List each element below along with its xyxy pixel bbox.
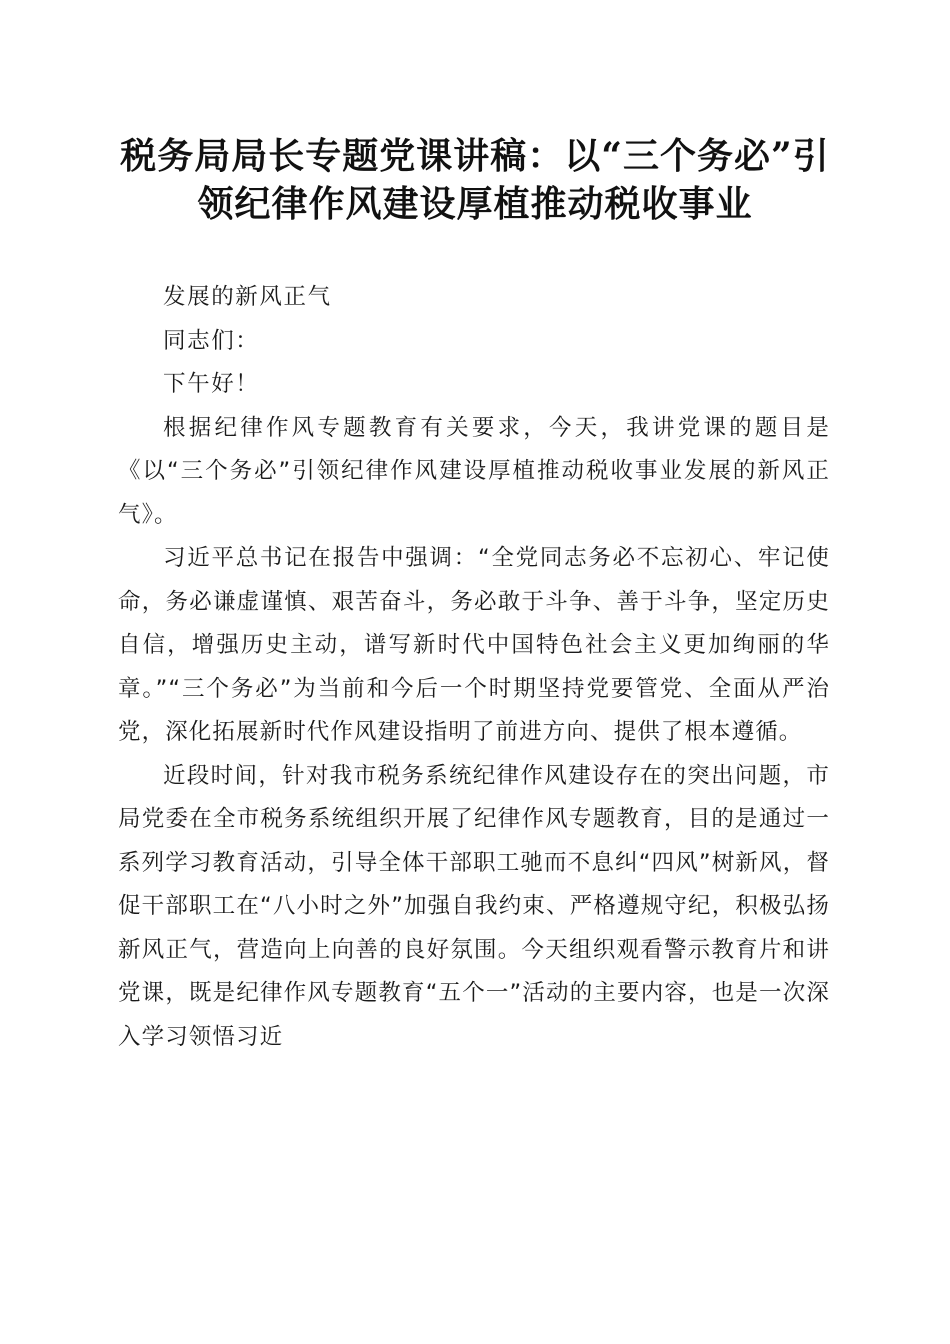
paragraph-salutation: 同志们：: [163, 327, 260, 354]
paragraph-quote: 习近平总书记在报告中强调：“全党同志务必不忘初心、牢记使命，务必谦虚谨慎、艰苦奋斗，务必敢于斗争、善于斗争，坚定历史自信，增强历史主动，谱写新时代中国特色社会主义更加绚丽的华章。”“三个务必”为当前和今后一个时期坚持党要管党、全面从严治党，深化拓展新时代作风建设指明了前进方向、提供了根本遵循。: [118, 545, 830, 745]
title-line-1: 税务局局长专题党课讲稿：以“三个务必”引: [120, 135, 830, 177]
document-body: [118, 276, 830, 1059]
paragraph-greeting: 下午好！: [163, 371, 260, 397]
title-line-2: 领纪律作风建设厚植推动税收事业: [197, 183, 753, 225]
paragraph-topic: 根据纪律作风专题教育有关要求，今天，我讲党课的题目是《以“三个务必”引领纪律作风建设厚植推动税收事业发展的新风正气》。: [118, 414, 830, 528]
document-title: [100, 132, 850, 228]
paragraph-title-continuation: 发展的新风正气: [163, 284, 332, 310]
paragraph-context: 近段时间，针对我市税务系统纪律作风建设存在的突出问题，市局党委在全市税务系统组织开展了纪律作风专题教育，目的是通过一系列学习教育活动，引导全体干部职工驰而不息纠“四风”树新风，督促干部职工在“八小时之外”加强自我约束、严格遵规守纪，积极弘扬新风正气，营造向上向善的良好氛围。今天组织观看警示教育片和讲党课，既是纪律作风专题教育“五个一”活动的主要内容，也是一次深入学习领悟习近: [118, 762, 830, 1050]
